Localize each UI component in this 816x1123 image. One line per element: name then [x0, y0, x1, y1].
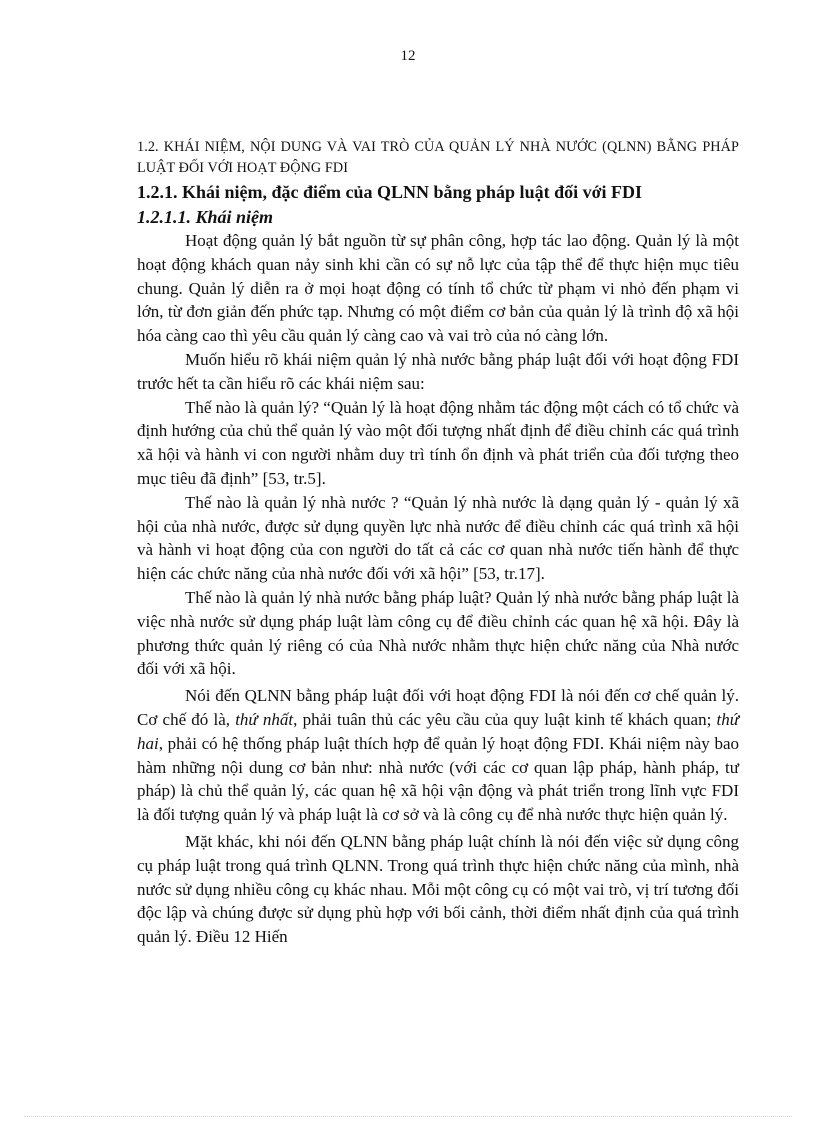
paragraph-7: Mặt khác, khi nói đến QLNN bằng pháp luật chính là nói đến việc sử dụng công cụ pháp luật trong quá trình QLNN. Trong quá trình thực hiện chức năng của mình, nhà nước sử dụng nhiều công cụ khác nhau. Mỗi một công cụ có một vai trò, vị trí tương đối độc lập và chúng được sử dụng phù hợp với bối cảnh, thời điểm nhất định của quá trình quản lý. Điều 12 Hiến — [137, 831, 739, 947]
paragraph-6-text-3: , phải có hệ thống pháp luật thích hợp để quản lý hoạt động FDI. Khái niệm này bao hàm những nội dung cơ bản như: nhà nước (với các cơ quan lập pháp, hành pháp, tư pháp) là chủ thể quản lý, các quan hệ xã hội vận động và phát triển trong lĩnh vực FDI là đối tượng quản lý và pháp luật là cơ sở và là công cụ để nhà nước thực hiện quản lý. — [137, 733, 739, 825]
paragraph-6-text-1: Nói đến QLNN bằng pháp luật đối với hoạt động FDI là nói đến cơ chế quản lý. Cơ chế đó là, — [137, 686, 739, 729]
subsubsection-heading: 1.2.1.1. Khái niệm — [137, 207, 274, 227]
paragraph-5: Thế nào là quản lý nhà nước bằng pháp luật? Quản lý nhà nước bằng pháp luật là việc nhà nước sử dụng pháp luật làm công cụ để điều chỉnh các quan hệ xã hội. Đây là phương thức quản lý riêng có của Nhà nước nhằm thực hiện chức năng của Nhà nước đối với xã hội. — [137, 587, 739, 679]
paragraph-6-emphasis-2: thứ hai — [137, 709, 740, 753]
paragraph-6-text-2: , phải tuân thủ các yêu cầu của quy luật kinh tế khách quan; — [293, 709, 717, 729]
paragraph-2: Muốn hiểu rõ khái niệm quản lý nhà nước bằng pháp luật đối với hoạt động FDI trước hết ta cần hiểu rõ các khái niệm sau: — [137, 349, 739, 393]
paragraph-3: Thế nào là quản lý? “Quản lý là hoạt động nhằm tác động một cách có tổ chức và định hướng của chủ thể quản lý vào một đối tượng nhất định để điều chỉnh các quá trình xã hội và hành vi con người nhằm duy trì tính ổn định và phát triển của đối tượng theo mục tiêu đã định” [53, tr.5]. — [137, 397, 739, 488]
subsection-heading: 1.2.1. Khái niệm, đặc điểm của QLNN bằng pháp luật đối với FDI — [137, 182, 643, 202]
section-heading: 1.2. KHÁI NIỆM, NỘI DUNG VÀ VAI TRÒ CỦA QUẢN LÝ NHÀ NƯỚC (QLNN) BẰNG PHÁP LUẬT ĐỐI VỚI HOẠT ĐỘNG FDI — [137, 139, 739, 176]
page-bottom-divider — [24, 1116, 792, 1117]
page-number: 12 — [400, 48, 416, 64]
document-body — [137, 137, 739, 949]
paragraph-1: Hoạt động quản lý bắt nguồn từ sự phân công, hợp tác lao động. Quản lý là một hoạt động khách quan nảy sinh khi cần có sự nỗ lực của tập thể để thực hiện mục tiêu chung. Quản lý diễn ra ở mọi hoạt động có tính tổ chức từ phạm vi nhỏ đến phạm vi lớn, từ đơn giản đến phức tạp. Nhưng có một điểm cơ bản của quản lý là trình độ xã hội hóa càng cao thì yêu cầu quản lý càng cao và vai trò của nó càng lớn. — [137, 231, 739, 346]
paragraph-4: Thế nào là quản lý nhà nước ? “Quản lý nhà nước là dạng quản lý - quản lý xã hội của nhà nước, được sử dụng quyền lực nhà nước để điều chỉnh các quá trình xã hội và hành vi hoạt động của con người do tất cả các cơ quan nhà nước tiến hành để thực hiện các chức năng của nhà nước đối với xã hội” [53, tr.17]. — [137, 492, 739, 584]
paragraph-6-emphasis-1: thứ nhất — [235, 709, 294, 729]
paragraph-6 — [137, 684, 739, 827]
